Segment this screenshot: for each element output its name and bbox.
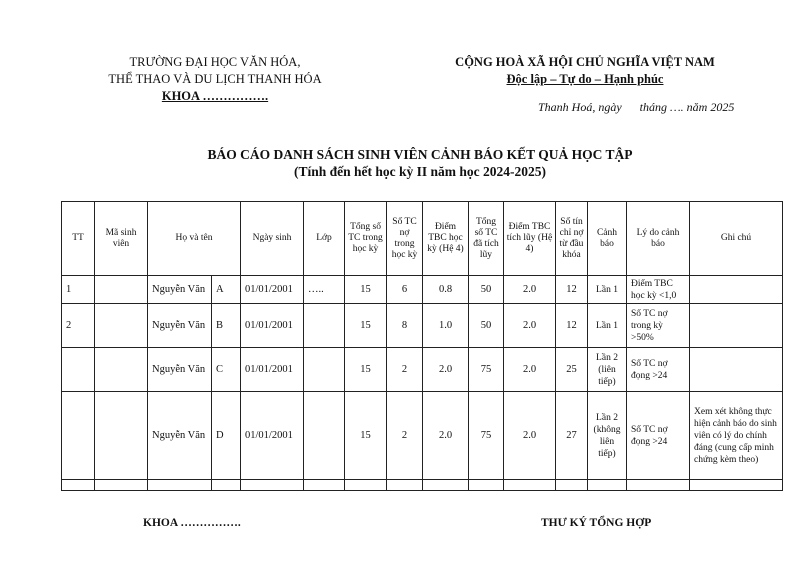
col-header-debt-credits: Số tín chỉ nợ từ đầu khóa [556, 202, 588, 276]
cell-empty [627, 480, 690, 491]
report-title-sub: (Tính đến hết học kỳ II năm học 2024-2025) [293, 164, 547, 179]
table-header-row [62, 202, 783, 276]
national-motto: Độc lập – Tự do – Hạnh phúc [506, 72, 664, 86]
faculty-signature-label: KHOA ……………. [143, 517, 241, 529]
cell-class [304, 304, 345, 348]
report-title-main: BÁO CÁO DANH SÁCH SINH VIÊN CẢNH BÁO KẾT QUẢ HỌC TẬP [207, 147, 633, 162]
cell-term-gpa: 1.0 [423, 304, 469, 348]
cell-total-credits: 15 [345, 304, 387, 348]
faculty-line: KHOA ……………. [161, 89, 269, 103]
cell-failed-credits: 2 [387, 392, 423, 480]
cell-empty [423, 480, 469, 491]
cell-accumulated-credits: 50 [469, 304, 504, 348]
cell-empty [556, 480, 588, 491]
cell-total-credits: 15 [345, 348, 387, 392]
table-row [62, 348, 783, 392]
cell-class [304, 348, 345, 392]
cell-empty [212, 480, 241, 491]
report-title [160, 146, 680, 180]
cell-empty [95, 480, 148, 491]
cell-given-name: C [212, 348, 241, 392]
cell-class [304, 392, 345, 480]
cell-term-gpa: 0.8 [423, 276, 469, 304]
cell-notes: Xem xét không thực hiện cảnh báo do sinh viên có lý do chính đáng (cung cấp minh chứng kèm theo) [690, 392, 783, 480]
cell-given-name: D [212, 392, 241, 480]
col-header-student-id: Mã sinh viên [95, 202, 148, 276]
university-name-line2: THỂ THAO VÀ DU LỊCH THANH HÓA [108, 72, 322, 86]
cell-class: ….. [304, 276, 345, 304]
cell-surname: Nguyễn Văn [148, 392, 212, 480]
cell-notes [690, 276, 783, 304]
cell-empty [345, 480, 387, 491]
cell-term-gpa: 2.0 [423, 348, 469, 392]
cell-accumulated-credits: 50 [469, 276, 504, 304]
cell-tt [62, 348, 95, 392]
col-header-notes: Ghi chú [690, 202, 783, 276]
cell-birth-date: 01/01/2001 [241, 276, 304, 304]
col-header-term-gpa: Điểm TBC học kỳ (Hệ 4) [423, 202, 469, 276]
cell-birth-date: 01/01/2001 [241, 392, 304, 480]
col-header-full-name: Họ và tên [148, 202, 241, 276]
cell-failed-credits: 2 [387, 348, 423, 392]
cell-debt-credits: 27 [556, 392, 588, 480]
cell-empty [304, 480, 345, 491]
cell-debt-credits: 25 [556, 348, 588, 392]
col-header-class: Lớp [304, 202, 345, 276]
cell-empty [469, 480, 504, 491]
cell-birth-date: 01/01/2001 [241, 304, 304, 348]
cell-warning: Lần 2 (không liên tiếp) [588, 392, 627, 480]
col-header-birth-date: Ngày sinh [241, 202, 304, 276]
cell-warning: Lần 1 [588, 304, 627, 348]
col-header-warning-reason: Lý do cảnh báo [627, 202, 690, 276]
cell-student-id [95, 276, 148, 304]
cell-warning-reason: Số TC nợ đọng >24 [627, 392, 690, 480]
table-row [62, 276, 783, 304]
cell-surname: Nguyễn Văn [148, 276, 212, 304]
national-header [430, 54, 740, 88]
col-header-tt: TT [62, 202, 95, 276]
cell-total-credits: 15 [345, 392, 387, 480]
cell-debt-credits: 12 [556, 276, 588, 304]
col-header-failed-credits: Số TC nợ trong học kỳ [387, 202, 423, 276]
cell-given-name: B [212, 304, 241, 348]
cell-surname: Nguyễn Văn [148, 304, 212, 348]
cell-accumulated-credits: 75 [469, 348, 504, 392]
cell-empty [387, 480, 423, 491]
cell-failed-credits: 6 [387, 276, 423, 304]
cell-warning-reason: Điểm TBC học kỳ <1,0 [627, 276, 690, 304]
cell-failed-credits: 8 [387, 304, 423, 348]
cell-notes [690, 304, 783, 348]
cell-cumulative-gpa: 2.0 [504, 392, 556, 480]
cell-warning-reason: Số TC nợ trong kỳ >50% [627, 304, 690, 348]
cell-warning-reason: Số TC nợ đọng >24 [627, 348, 690, 392]
table-empty-row [62, 480, 783, 491]
national-title: CỘNG HOÀ XÃ HỘI CHỦ NGHĨA VIỆT NAM [455, 55, 715, 69]
cell-cumulative-gpa: 2.0 [504, 304, 556, 348]
cell-cumulative-gpa: 2.0 [504, 348, 556, 392]
table-row [62, 304, 783, 348]
col-header-warning: Cảnh báo [588, 202, 627, 276]
cell-warning: Lần 1 [588, 276, 627, 304]
cell-cumulative-gpa: 2.0 [504, 276, 556, 304]
student-warning-table [61, 201, 783, 491]
cell-birth-date: 01/01/2001 [241, 348, 304, 392]
cell-empty [62, 480, 95, 491]
cell-term-gpa: 2.0 [423, 392, 469, 480]
cell-student-id [95, 304, 148, 348]
cell-warning: Lần 2 (liên tiếp) [588, 348, 627, 392]
cell-total-credits: 15 [345, 276, 387, 304]
cell-empty [588, 480, 627, 491]
cell-tt: 2 [62, 304, 95, 348]
col-header-cumulative-gpa: Điểm TBC tích lũy (Hệ 4) [504, 202, 556, 276]
cell-empty [241, 480, 304, 491]
table-row [62, 392, 783, 480]
cell-surname: Nguyễn Văn [148, 348, 212, 392]
cell-empty [148, 480, 212, 491]
cell-student-id [95, 348, 148, 392]
cell-notes [690, 348, 783, 392]
cell-student-id [95, 392, 148, 480]
cell-empty [690, 480, 783, 491]
place-date-line: Thanh Hoá, ngày tháng …. năm 2025 [538, 100, 735, 114]
cell-tt: 1 [62, 276, 95, 304]
cell-given-name: A [212, 276, 241, 304]
col-header-total-credits: Tổng số TC trong học kỳ [345, 202, 387, 276]
cell-debt-credits: 12 [556, 304, 588, 348]
cell-accumulated-credits: 75 [469, 392, 504, 480]
institution-header [95, 54, 335, 105]
university-name-line1: TRƯỜNG ĐẠI HỌC VĂN HÓA, [129, 55, 301, 69]
cell-empty [504, 480, 556, 491]
col-header-accumulated-credits: Tổng số TC đã tích lũy [469, 202, 504, 276]
cell-tt [62, 392, 95, 480]
secretary-signature-label: THƯ KÝ TỔNG HỢP [541, 517, 652, 529]
